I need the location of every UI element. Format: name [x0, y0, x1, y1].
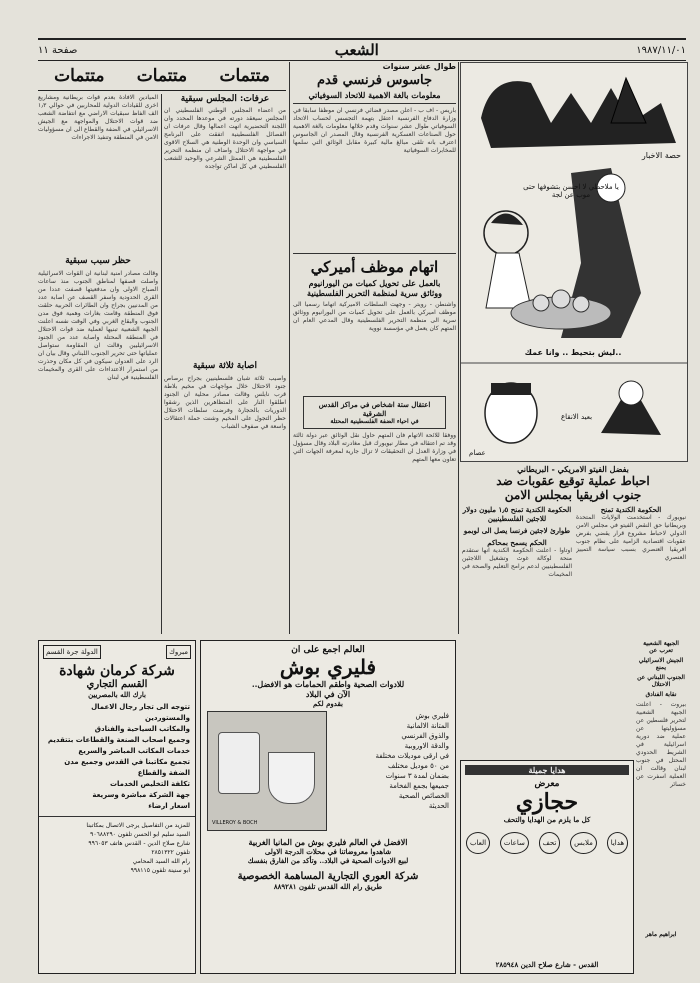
- article-body: [38, 94, 158, 252]
- ad-tagline: للادوات الصحية واطقم الحمامات هو الافضل..: [251, 679, 405, 689]
- ad-line: تكلفة التخليص الخدمات: [109, 780, 190, 788]
- middle-news-column: [164, 94, 286, 634]
- article-body: [636, 701, 686, 931]
- headline: اتهام موظف أميركي: [293, 253, 456, 276]
- ad-body: [39, 702, 195, 812]
- story-heading: الحكومة الكندية تمنح ١٫٥ مليون دولار للاجئين الفلسطينيين: [462, 505, 572, 523]
- ad-line: وجميع اصحاب الصنعة والقطاعات بتتقديم: [47, 736, 190, 744]
- contact-line: للمزيد من التفاصيل يرجى الاتصال بمكاتبنا: [86, 822, 190, 829]
- news-subcolumn: [462, 505, 572, 624]
- ad-tagline: الآن في البلاد: [305, 689, 351, 699]
- boxed-story: [303, 396, 446, 429]
- ad-label: ساعات: [500, 832, 529, 854]
- article-body: [293, 107, 456, 247]
- article-body: [462, 547, 572, 617]
- corner-badge-right: مبروك: [166, 645, 191, 659]
- article-body: [164, 375, 286, 634]
- ad-line: تتوجه الى تجار رجال الاعمال والمستوردين: [91, 703, 190, 722]
- headline: جنوب افريقيا بمجلس الامن: [504, 488, 642, 502]
- news-subcolumn: [576, 505, 686, 624]
- left-news-column: [38, 94, 158, 634]
- article-body: [293, 301, 456, 393]
- narrow-news-column: [636, 640, 686, 970]
- body-lines: واشنطن - رويتر - وجهت السلطات الاميركية اتهاما رسميا الى موظف اميركي بالعمل على تحويل كميات من اليورانيوم ووثائق سرية الى منظمة التحرير الفلسطينية وقال المدعي العام ان المتهم كان يعمل في مؤسسة نووية: [293, 301, 456, 332]
- ad-address: طريق رام الله القدس تلفون ٨٨٩٢٨١: [273, 882, 383, 891]
- subheading: اصابة ثلاثة سبقية: [192, 361, 258, 371]
- feature-line: في ارقى موديلات مختلفة: [375, 752, 449, 760]
- issue-date: ١٩٨٧/١١/٠١: [636, 44, 686, 56]
- story-heading: الحكم يسمح بمحاكم: [487, 538, 547, 547]
- title-lettering: [481, 81, 676, 148]
- story-heading: الجنوب اللبناني عن الاحتلال: [637, 674, 685, 688]
- ad-slogan: كل ما يلزم من الهدايا والتحف: [503, 815, 591, 824]
- ad-company: شركة العوري التجارية المساهمة الخصوصية: [237, 871, 419, 882]
- ad-footer-headline: الافضل في العالم فليري بوش من المانيا الغربية: [248, 837, 408, 847]
- body-lines: وقالت مصادر امنية لبنانية ان القوات الاسرائيلية واصلت قصفها لمناطق الجنوب منذ ساعات الصباح الاولى وان مدفعيتها قصفت عددا من القرى الحدودية واسفر القصف عن اصابة عدد من المدنيين بجراح وان الطائرات الحربية حلقت فوق المنطقة وقامت بغارات وهمية فوق مدن الجنوب والبقاع الغربي وفي الوقت نفسه اعلنت الجبهة الشعبية تبنيها لعملية ضد قوات الاحتلال في المنطقة المحتلة واصابة عدد من الجنود الاسرائيليين وقالت ان المقاومة ستواصل عملياتها حتى تحرير الجنوب اللبناني وقال بيان ان الرد على العدوان سيكون في كل مكان وحذرت من استمرار الاعتداءات على القرى والمخيمات الفلسطينية في لبنان: [38, 270, 158, 381]
- contact-line: السيد سليم ابو الحسن تلفون ٩٠٦٨٨٢٩٠: [90, 831, 190, 838]
- page-number: صفحة ١١: [38, 44, 78, 56]
- caption-side: بعيد الانقاع: [561, 413, 593, 421]
- feature-line: والدقة الاوروبية: [404, 742, 449, 750]
- ad-features: [333, 711, 449, 831]
- story-heading: نقابة الفنادق: [645, 691, 677, 698]
- feature-line: المتانة الالمانية: [406, 722, 449, 730]
- banner-word: متتمات: [136, 66, 188, 86]
- feature-line: جميعها بجمع الفخامة: [389, 782, 449, 790]
- bathroom-fixtures-ad: [200, 640, 456, 974]
- article-body: [576, 514, 686, 624]
- spy-story-column: [293, 62, 456, 634]
- subheadline: بالعمل على تحويل كميات من اليورانيوم: [308, 278, 441, 288]
- corner-badge-left: الدولة جرة القسم: [43, 645, 101, 659]
- ad-line: جهة الشركة مباشرة وسريعة: [92, 791, 190, 799]
- ad-label: هدايا: [607, 832, 628, 854]
- article-body: [164, 107, 286, 357]
- ad-company-name: شركة كرمان شهادة: [59, 663, 175, 679]
- story-heading: ابراهيم ماهر: [645, 931, 677, 938]
- contact-line: رام الله السيد المحامي: [132, 858, 190, 865]
- ad-line: خدمات المكاتب المباشر والسريع: [78, 747, 190, 755]
- masthead-title: الشعب: [334, 41, 379, 59]
- boy-body: [486, 253, 531, 308]
- banner-word: متتمات: [54, 66, 105, 86]
- body-lines: اوتاوا - اعلنت الحكومة الكندية انها ستقدم منحة لوكالة غوث وتشغيل اللاجئين الفلسطينيين لدعم برامج التعليم والصحة في المخيمات: [462, 547, 572, 578]
- ad-contacts: [39, 816, 195, 879]
- feature-line: الحديثة: [428, 802, 449, 810]
- ad-subtitle: معرض: [534, 779, 560, 789]
- story-heading: طوارئ لاجئين فرنسا يصل الى لوبمو: [463, 526, 571, 535]
- cartoon-drawing: [461, 63, 687, 461]
- banner-word: متتمات: [219, 66, 270, 86]
- body-lines: واصيب ثلاثة شبان فلسطينيين بجراح برصاص جنود الاحتلال خلال مواجهات في مخيم بلاطة قرب نابلس وقالت مصادر محلية ان الجنود اطلقوا النار على المتظاهرين الذين رشقوا الدوريات بالحجارة وفرضت سلطات الاحتلال حظر التجول على المخيم وشنت حملة اعتقالات واسعة في صفوف الشباب: [164, 375, 286, 430]
- body-lines: من اعضاء المجلس الوطني الفلسطيني ان المجلس سيعقد دورته في موعدها المحدد وان اللجنة التحضيرية انهت اعمالها وقال عرفات ان الفصائل الفلسطينية اتفقت على البرنامج السياسي وان الوحدة الوطنية هي السلاح الاقوى في مواجهة الاحتلال واضاف ان منظمة التحرير الفلسطينية هي الممثل الشرعي والوحيد للشعب الفلسطيني في كل اماكن تواجده: [164, 107, 286, 170]
- body-lines: باريس - اف ب - اعلن مصدر قضائي فرنسي ان موظفا سابقا في وزارة الدفاع الفرنسية اعتقل بتهمة التجسس لحساب الاتحاد السوفياتي طوال عشر سنوات وقدم خلالها معلومات بالغة الاهمية حول الصناعات العسكرية الفرنسية وقال المصدر ان الجاسوس اعترف بانه تلقى مبالغ مالية كبيرة مقابل الوثائق التي سلمها للمخابرات السوفياتية: [293, 107, 456, 154]
- column-heading: عرفات: المجلس سبقية: [180, 94, 270, 104]
- subheadline: معلومات بالغة الاهمية للاتحاد السوفياتي: [308, 90, 441, 100]
- body-lines: ووفقا للائحة الاتهام فان المتهم حاول نقل الوثائق عبر دولة ثالثة وقد تم اعتقاله في مطار نيويورك قبل مغادرته البلاد وقال مسؤول في وزارة العدل ان التحقيقات لا تزال جارية لمعرفة الجهات التي تعاون معها المتهم: [293, 432, 456, 463]
- feature-line: الخصائص الصحية: [398, 792, 449, 800]
- soldier-helmet: [491, 383, 531, 395]
- ad-footer-line: شاهدوا معروضاتنا في محلات الدرجة الاولى: [264, 847, 392, 856]
- article-body: [38, 270, 158, 630]
- story-heading: الجبهة الشعبية تعرب عن: [643, 640, 679, 654]
- headline: احباط عملية توقيع عقوبات ضد: [496, 474, 650, 488]
- ad-intro: العالم اجمع على ان: [291, 645, 365, 655]
- ad-brand: فليري بوش: [279, 655, 377, 679]
- ad-label: العاب: [466, 832, 490, 854]
- body-lines: نيويورك - استخدمت الولايات المتحدة وبريطانيا حق النقض الفيتو في مجلس الامن الدولي لاحباط مشروع قرار يقضي بفرض عقوبات اقتصادية الزامية على نظام جنوب افريقيا العنصري بسبب سياسة التمييز العنصري: [576, 514, 686, 561]
- ad-line: والمكاتب السياحية والفنادق: [94, 725, 190, 733]
- ad-shop-name: حجازي: [515, 789, 579, 815]
- column-rule: [161, 94, 162, 634]
- contact-line: ابو سنينة تلفون ٩٩٨١١٥: [130, 867, 190, 874]
- box-subtitle: في احياء الضفة الفلسطينية المحتلة: [330, 418, 419, 425]
- artist-signature: عصام: [469, 449, 486, 457]
- body-lines: بيروت - اعلنت الجبهة الشعبية لتحرير فلسطين عن مسؤوليتها عن عملية ضد دورية اسرائيلية في الشريط الحدودي المحتل في جنوب لبنان وقالت ان العملية اسفرت عن خسائر: [636, 701, 686, 788]
- column-rule: [458, 62, 459, 634]
- ad-top-banner: هدايا جميلة: [465, 765, 629, 775]
- ad-footer-line: لبيع الادوات الصحية في البلاد.. وتأكد من الفارق بنفسك: [247, 856, 409, 865]
- ad-line: الضفة والقطاع: [137, 769, 190, 777]
- contact-line: شارع صلاح الدين - القدس هاتف ٩٩٦٠٥٣: [88, 840, 190, 847]
- hijazi-gift-ad: [460, 760, 634, 974]
- ad-label: ملابس: [570, 832, 597, 854]
- kicker: طوال عشر سنوات: [382, 62, 456, 71]
- speech-bubble: يا ملاحظي لا احسن بتشوفها حتى موب عن لجة: [523, 183, 619, 199]
- karaman-ad: [38, 640, 196, 974]
- ad-subtitle: القسم التجاري: [86, 679, 148, 690]
- ad-label: تحف: [539, 832, 561, 854]
- right-news-column: [460, 464, 686, 634]
- feature-line: من ٥٠ موديل مختلف: [388, 762, 449, 770]
- body-lines: الميادين الافادة بعدم قوات بريطانية ومشاريع اخرى للقيادات الدولية للمحاربين في حوالي ١٫٣ الف الفاظ سبقيات الاراضي مع انتفاضة الشعب ضد قوات الاحتلال والمواجهة مع الجيش الاسرائيلي في الضفة والقطاع الى ان مسؤوليات الامن في المنطقة وتنفيذ الاجراءات: [38, 94, 158, 141]
- ad-line: تجميع مكاتبنا في القدس وجميع مدن: [64, 758, 190, 766]
- story-heading: الحكومة الكندية تمنح: [600, 505, 662, 514]
- ad-tagline: بقدوم لكم: [313, 699, 343, 708]
- kicker: بفضل الفيتو الامريكي - البريطاني: [517, 464, 629, 474]
- story-heading: الجيش الاسرائيلي يمنع: [638, 657, 684, 671]
- article-body: [293, 432, 456, 552]
- ad-label-row: [461, 832, 633, 854]
- caption-top: حصة الاخبار: [641, 151, 681, 160]
- contact-line: تلفون ٢٨٥١٣٢٢: [151, 849, 190, 856]
- feature-line: فليري بوش: [415, 712, 449, 720]
- headline: جاسوس فرنسي قدم: [316, 73, 433, 88]
- feature-line: بضمان لمدة ٣ سنوات: [385, 772, 449, 780]
- divider: [293, 103, 456, 104]
- bathroom-photo: [207, 711, 327, 831]
- series-banner: [38, 62, 286, 91]
- ad-line: اسعار ارضاء: [148, 802, 190, 810]
- ad-brand-line: بارك الله بالمصريين: [88, 690, 146, 699]
- column-rule: [289, 62, 290, 634]
- subheading: حظر سبب سبقية: [65, 256, 131, 266]
- ad-phone: القدس - شارع صلاح الدين ٢٨٥٩٤٨: [495, 960, 599, 969]
- feature-line: والذوق الفرنسي: [401, 732, 449, 740]
- caption-bottom: ..ليش بتحيط .. وانا عمك: [524, 348, 622, 357]
- box-title: اعتقال ستة اشخاص في مراكز القدس الشرقية: [318, 400, 431, 418]
- subheadline: ووثائق سرية لمنظمة التحرير الفلسطينية: [307, 288, 442, 298]
- editorial-cartoon: [460, 62, 688, 462]
- page-header: [38, 38, 686, 61]
- photo-label: VILLEROY & BOCH: [212, 820, 258, 826]
